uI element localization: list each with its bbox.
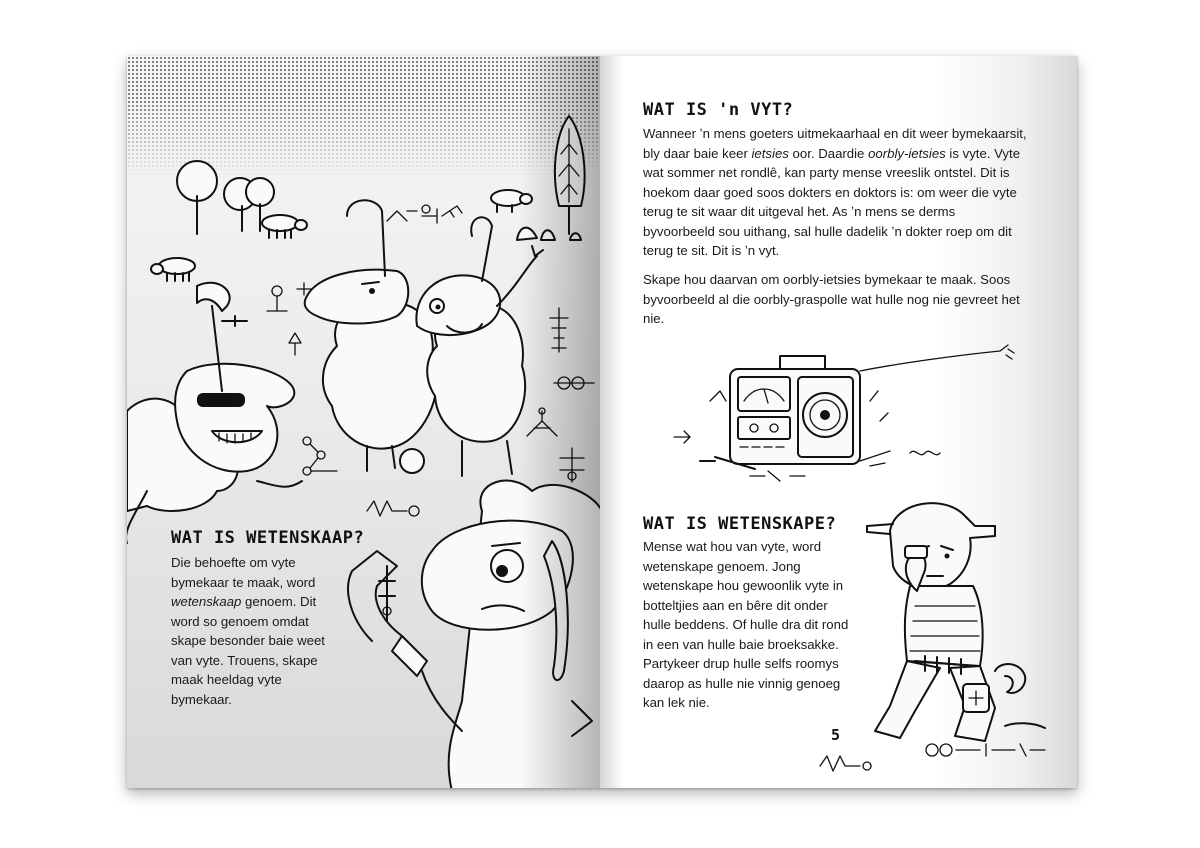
doodle-symbol-icon bbox=[552, 371, 600, 396]
text-run: genoem. Dit word so genoem omdat skape besonder baie weet van vyte. Trouens, skape maak heeldag vyte bymekaar. bbox=[171, 594, 325, 707]
grazing-sheep-icon bbox=[149, 254, 209, 284]
page-number: 5 bbox=[831, 726, 841, 744]
doodle-symbol-icon bbox=[522, 406, 562, 446]
paragraph-wetenskape bbox=[643, 537, 853, 713]
text-run: Die behoefte om vyte bymekaar te maak, word bbox=[171, 555, 316, 590]
book-spread bbox=[127, 56, 1077, 788]
italic-text: wetenskaap bbox=[171, 594, 242, 609]
text-run: Wanneer ʼn mens goeters uitmekaarhaal en dit weer bymekaarsit, bly daar baie keer bbox=[643, 126, 1027, 161]
doodle-symbol-icon bbox=[815, 751, 875, 776]
radio-icon bbox=[670, 341, 1030, 481]
section-heading-wetenskape: WAT IS WETENSKAPE? bbox=[643, 514, 837, 534]
section-heading-vyt: WAT IS 'n VYT? bbox=[643, 100, 794, 120]
scientist-boy-icon bbox=[855, 496, 1055, 756]
doodle-symbol-icon bbox=[257, 281, 317, 361]
doodle-symbol-icon bbox=[920, 738, 1050, 768]
text-run: is vyte. Vyte wat sommer net rondlê, kan party mense vreeslik ontstel. Dit is hoekom daar goed soos dokters en doktors is: om weer die vyte terug te sit waar dit uitgeval het. As ʼn mens se derms byvoorbeeld sou uithang, sal hulle dadelik ʼn dokter roep om dit terug te sit. Dit is ʼn vyt. bbox=[643, 145, 1021, 258]
paragraph-text bbox=[171, 553, 331, 709]
paragraph-text: Mense wat hou van vyte, word wetenskape genoem. Jong wetenskape hou gewoonlik vyte in botteltjies aan en bêre dit onder hulle beddens. Of hulle dra dit rond in een van hulle baie broeksakke. Partykeer drup hulle selfs roomys daarop as hulle nie vinnig genoeg kan lek nie. bbox=[643, 539, 849, 710]
paragraph-wetenskaap bbox=[171, 553, 331, 709]
grazing-sheep-icon bbox=[515, 216, 595, 246]
paragraph-vyt bbox=[643, 124, 1027, 261]
italic-text: oorbly-ietsies bbox=[868, 145, 946, 161]
right-page bbox=[600, 56, 1077, 788]
doodle-symbol-icon bbox=[542, 306, 577, 356]
left-page bbox=[127, 56, 600, 788]
paragraph-text bbox=[643, 124, 1027, 261]
sheep-peeking-icon bbox=[332, 471, 600, 788]
doodle-symbol-icon bbox=[552, 446, 592, 486]
section-heading-wetenskaap: WAT IS WETENSKAAP? bbox=[171, 528, 365, 548]
paragraph-skape bbox=[643, 270, 1027, 329]
doodle-symbol-icon bbox=[382, 201, 472, 231]
paragraph-text: Skape hou daarvan om oorbly-ietsies bymekaar te maak. Soos byvoorbeeld al die oorbly-graspolle wat hulle nog nie gevreet het nie. bbox=[643, 272, 1020, 326]
text-run: oor. Daardie bbox=[788, 145, 869, 161]
italic-text: ietsies bbox=[751, 145, 789, 161]
tree-icon bbox=[547, 114, 597, 244]
